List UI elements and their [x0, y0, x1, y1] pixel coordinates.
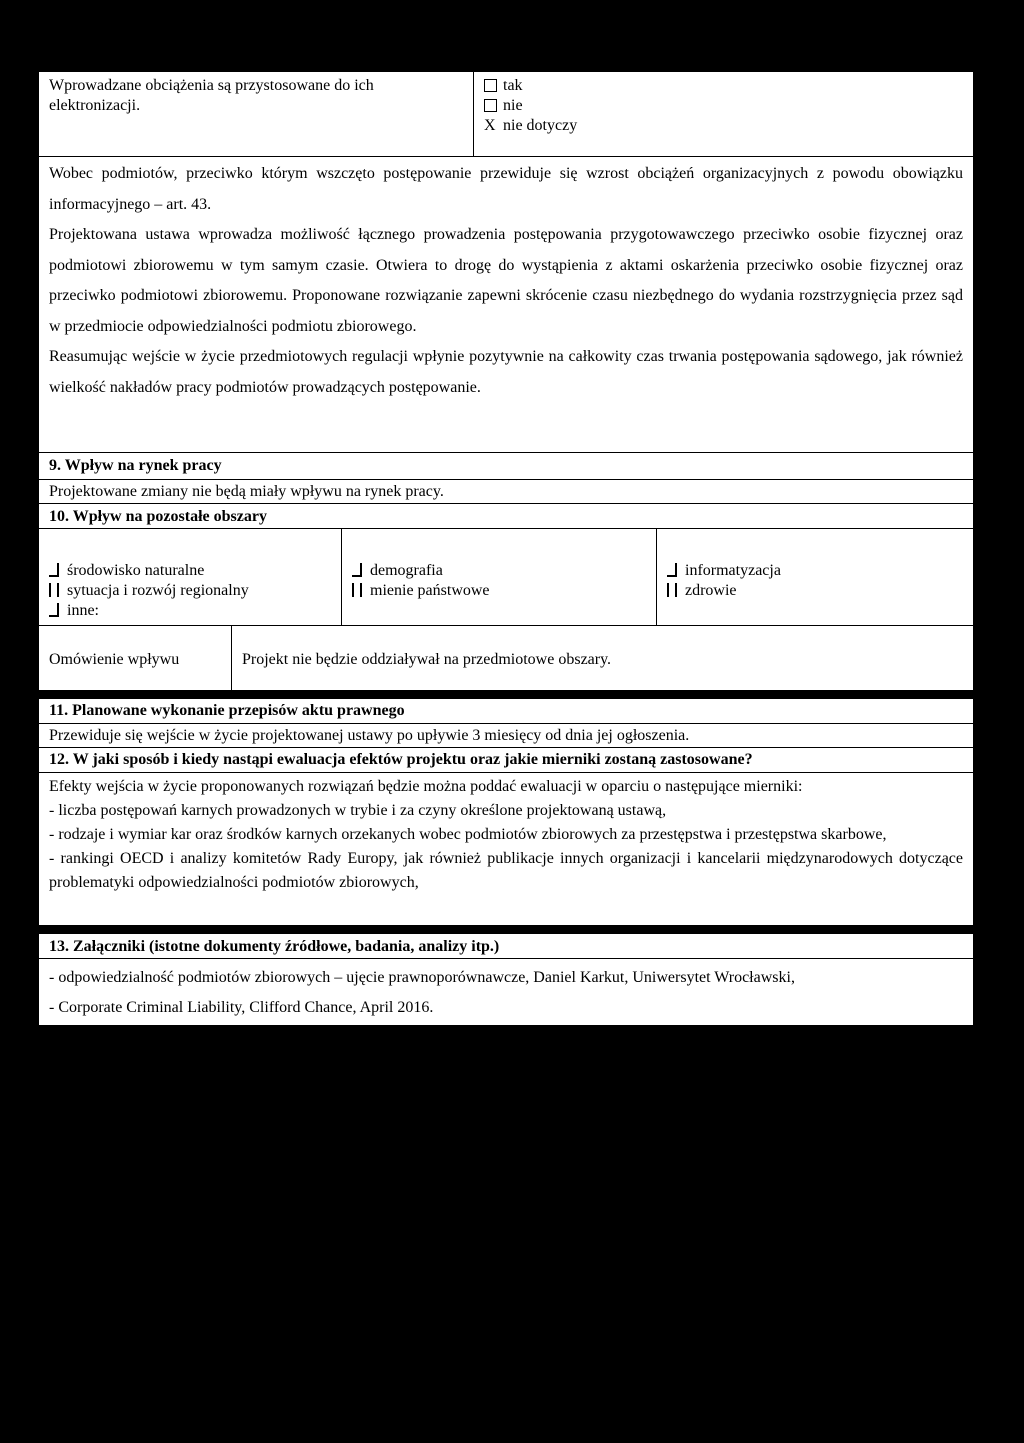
burden-description: [38, 156, 974, 453]
section-11-body: [38, 723, 974, 748]
checkbox-icon: [49, 563, 59, 577]
evaluation-line-1: Efekty wejścia w życie proponowanych rozwiązań będzie można poddać ewaluacji w oparciu o następujące mierniki:: [49, 778, 803, 795]
electronization-options: [474, 72, 973, 140]
option-tak: tak: [484, 76, 963, 96]
areas-column-1: [39, 529, 342, 625]
areas-column-2: [342, 529, 657, 625]
areas-column-3: [657, 529, 973, 601]
section-12-body: [38, 772, 974, 926]
checkbox-icon: [667, 583, 677, 597]
section-13-body: [38, 958, 974, 1026]
section-11-title: 11. Planowane wykonanie przepisów aktu prawnego: [49, 702, 405, 719]
section-13-title: 13. Załączniki (istotne dokumenty źródłowe, badania, analizy itp.): [49, 938, 500, 955]
impact-label: Omówienie wpływu: [49, 651, 180, 668]
section-11-text: Przewiduje się wejście w życie projektowanej ustawy po upływie 3 miesięcy od dnia jej ogłoszenia.: [49, 727, 690, 744]
section-12-header: [38, 747, 974, 773]
impact-label-cell: [39, 626, 232, 690]
area-srodowisko: środowisko naturalne: [49, 561, 331, 581]
checkbox-icon: [49, 603, 59, 617]
electronization-row: [38, 71, 974, 157]
checkbox-icon: [352, 583, 362, 597]
impact-row: [38, 625, 974, 691]
checkbox-icon: [667, 563, 677, 577]
electronization-question-cell: [39, 72, 474, 156]
area-informatyzacja: informatyzacja: [667, 561, 963, 581]
section-9-title: 9. Wpływ na rynek pracy: [49, 457, 222, 474]
section-11-header: [38, 698, 974, 724]
checkbox-nie: [484, 99, 497, 112]
section-9-header: [38, 452, 974, 480]
checkbox-icon: [49, 583, 59, 597]
section-10-areas: [38, 528, 974, 626]
description-paragraph-1: Wobec podmiotów, przeciwko którym wszczęto postępowanie przewiduje się wzrost obciążeń organizacyjnych z powodu obowiązku informacyjnego – art. 43.: [49, 165, 963, 213]
x-mark: X: [484, 117, 496, 134]
impact-text-cell: [232, 626, 973, 670]
attachment-line-1: - odpowiedzialność podmiotów zbiorowych – ujęcie prawnoporównawcze, Daniel Karkut, Uniwersytet Wrocławski,: [49, 969, 795, 986]
impact-text: Projekt nie będzie oddziaływał na przedmiotowe obszary.: [242, 651, 612, 668]
attachment-line-2: - Corporate Criminal Liability, Clifford Chance, April 2016.: [49, 999, 434, 1016]
area-mienie: mienie państwowe: [352, 581, 646, 601]
section-10-title: 10. Wpływ na pozostałe obszary: [49, 508, 267, 525]
description-paragraph-3: Reasumując wejście w życie przedmiotowych regulacji wpłynie pozytywnie na całkowity czas trwania postępowania sądowego, jak również wielkość nakładów pracy podmiotów prowadzących postępowanie.: [49, 348, 963, 396]
section-10-header: [38, 503, 974, 529]
evaluation-line-4: - rankingi OECD i analizy komitetów Rady Europy, jak również publikacje innych organizacji i kancelarii międzynarodowych dotyczące problematyki odpowiedzialności podmiotów zbiorowych,: [49, 850, 963, 891]
section-13-header: [38, 933, 974, 959]
description-paragraph-2: Projektowana ustawa wprowadza możliwość łącznego prowadzenia postępowania przygotowawczego przeciwko osobie fizycznej oraz podmiotowi zbiorowemu w tym samym czasie. Otwiera to drogę do wystąpienia z aktami oskarżenia przeciwko osobie fizycznej oraz przeciwko podmiotowi zbiorowemu. Proponowane rozwiązanie zapewni skrócenie czasu niezbędnego do wydania rozstrzygnięcia przez sąd w przedmiocie odpowiedzialności podmiotu zbiorowego.: [49, 226, 963, 335]
evaluation-line-3: - rodzaje i wymiar kar oraz środków karnych orzekanych wobec podmiotów zbiorowych za przestępstwa i przestępstwa skarbowe,: [49, 826, 887, 843]
section-9-body: [38, 479, 974, 504]
area-zdrowie: zdrowie: [667, 581, 963, 601]
option-nie-dotyczy: X nie dotyczy: [484, 117, 578, 134]
electronization-question: Wprowadzane obciążenia są przystosowane do ich elektronizacji.: [49, 77, 374, 114]
area-sytuacja: sytuacja i rozwój regionalny: [49, 581, 331, 601]
checkbox-icon: [352, 563, 362, 577]
checkbox-tak: [484, 79, 497, 92]
evaluation-line-2: - liczba postępowań karnych prowadzonych w trybie i za czyny określone projektowaną ustawą,: [49, 802, 667, 819]
area-demografia: demografia: [352, 561, 646, 581]
area-inne: inne:: [49, 601, 331, 621]
option-nie: nie: [484, 96, 963, 116]
section-12-title: 12. W jaki sposób i kiedy nastąpi ewaluacja efektów projektu oraz jakie mierniki zostaną zastosowane?: [49, 751, 753, 768]
section-9-text: Projektowane zmiany nie będą miały wpływu na rynek pracy.: [49, 483, 444, 500]
